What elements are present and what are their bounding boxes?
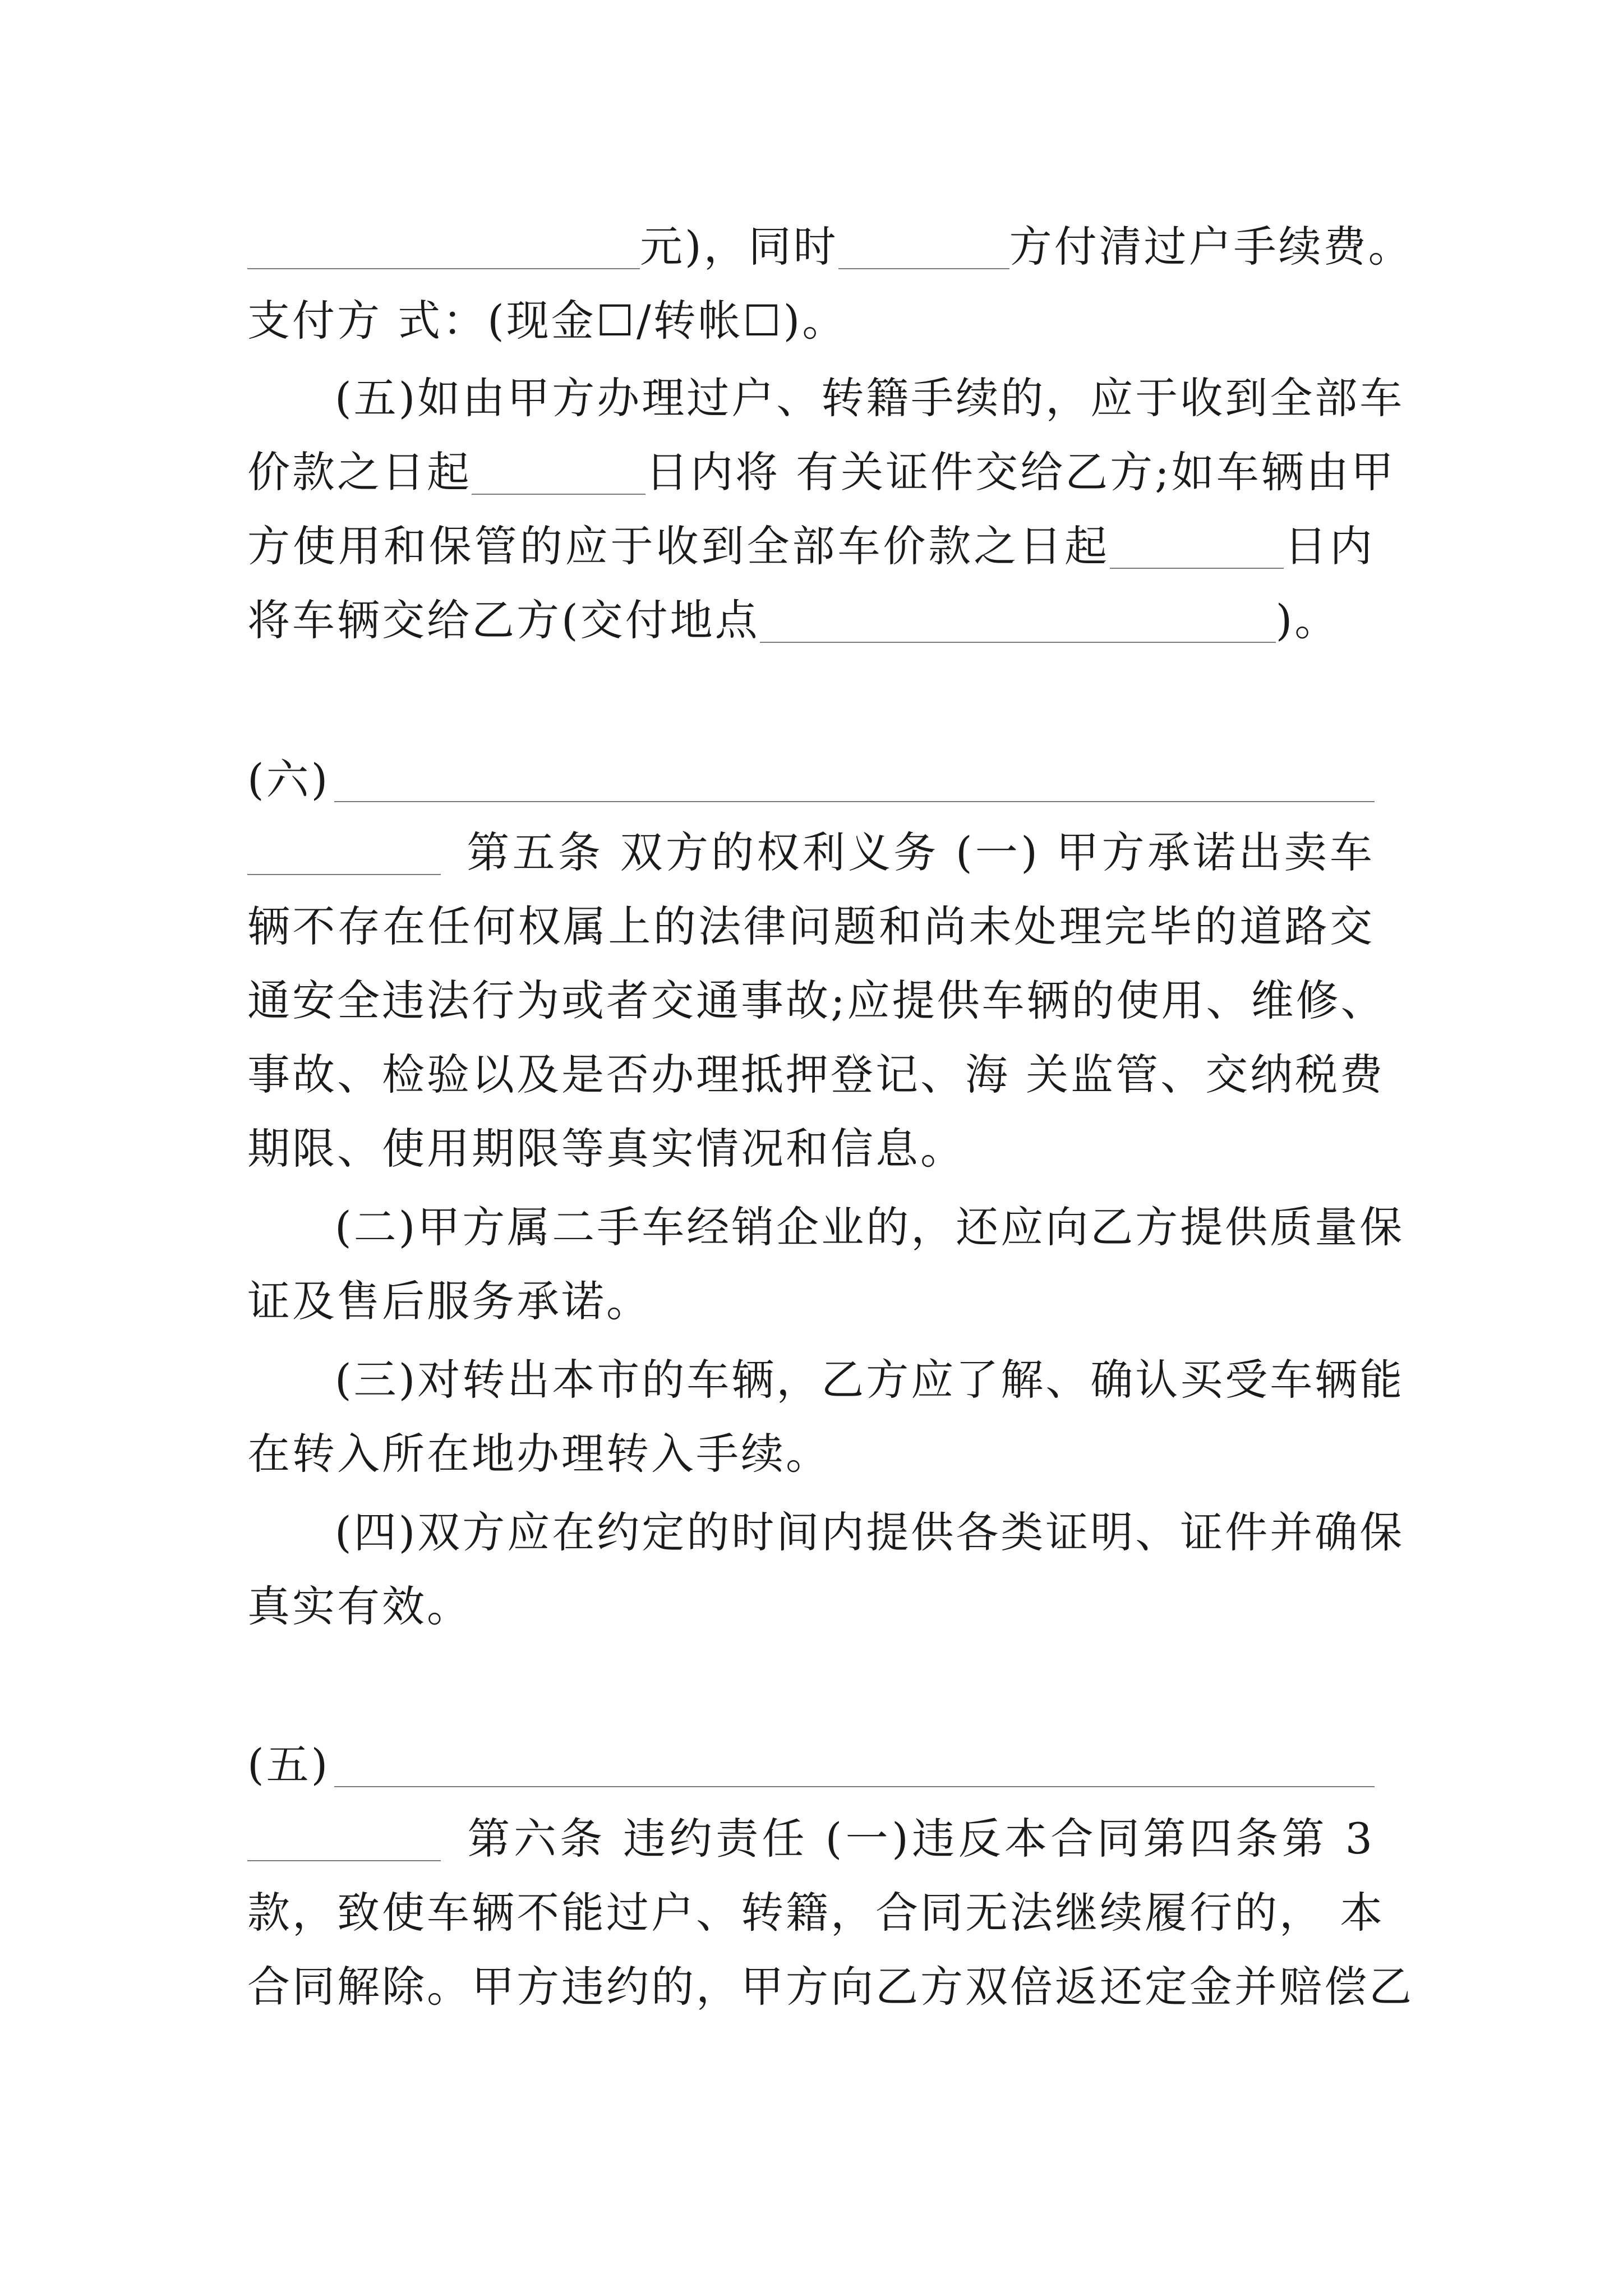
party-blank <box>838 227 1009 269</box>
delivery-text-2a: 价款之日起 <box>247 447 472 497</box>
article-6-text-1: 第六条 违约责任 (一)违反本合同第四条第 3 <box>466 1814 1375 1864</box>
delivery-text-3a: 方使用和保管的应于收到全部车价款之日起 <box>247 521 1110 571</box>
payment-text-a: 元)，同时 <box>640 222 838 272</box>
article-5-line-2: 辆不存在任何权属上的法律问题和尚未处理完毕的道路交 <box>247 901 1375 951</box>
article-5-text-1: 第五条 双方的权利义务 (一) 甲方承诺出卖车 <box>466 827 1375 877</box>
delivery-text-4a: 将车辆交给乙方(交付地点 <box>247 595 760 645</box>
delivery-line-2 <box>247 444 1396 500</box>
article-6-line-1 <box>247 1811 1375 1867</box>
delivery-text-4b: )。 <box>1275 595 1340 645</box>
article-6-line-3: 合同解除。甲方违约的，甲方向乙方双倍返还定金并赔偿乙 <box>247 1962 1414 2012</box>
article-5-lead-blank <box>247 833 441 875</box>
section-6-label: (六) <box>247 754 330 804</box>
delivery-line-1: (五)如由甲方办理过户、转籍手续的，应于收到全部车 <box>335 373 1405 423</box>
days-blank-2 <box>1110 527 1284 568</box>
payment-text-b: 方付清过户手续费。 <box>1009 222 1413 272</box>
delivery-place-blank <box>760 601 1276 642</box>
payment-line <box>247 219 1413 275</box>
article-5-item-2-line-2: 证及售后服务承诺。 <box>247 1276 651 1326</box>
article-5-item-4-line-2: 真实有效。 <box>247 1581 472 1631</box>
article-6-lead-blank <box>247 1819 441 1861</box>
article-6-line-2: 款，致使车辆不能过户、转籍，合同无法继续履行的， 本 <box>247 1888 1385 1938</box>
delivery-text-2b: 日内将 有关证件交给乙方;如车辆由甲 <box>645 447 1396 497</box>
section-5b-rule <box>334 1786 1375 1787</box>
days-blank-1 <box>472 453 645 494</box>
article-5-item-3-line-2: 在转入所在地办理转入手续。 <box>247 1429 831 1479</box>
article-5-line-5: 期限、使用期限等真实情况和信息。 <box>247 1124 965 1174</box>
article-5-line-3: 通安全违法行为或者交通事故;应提供车辆的使用、维修、 <box>247 976 1386 1025</box>
section-6-rule <box>334 801 1375 802</box>
section-5b-label: (五) <box>247 1740 330 1789</box>
article-5-item-2-line-1: (二)甲方属二手车经销企业的，还应向乙方提供质量保 <box>335 1202 1405 1252</box>
delivery-line-3 <box>247 518 1375 574</box>
payment-method-line: 支付方 式：(现金☐/转帐☐)。 <box>247 296 847 346</box>
article-5-item-4-line-1: (四)双方应在约定的时间内提供各类证明、证件并确保 <box>335 1507 1405 1557</box>
delivery-text-3b: 日内 <box>1284 521 1375 571</box>
article-5-line-1 <box>247 825 1375 881</box>
article-5-line-4: 事故、检验以及是否办理抵押登记、海 关监管、交纳税费 <box>247 1050 1385 1099</box>
article-5-item-3-line-1: (三)对转出本市的车辆，乙方应了解、确认买受车辆能 <box>335 1355 1405 1405</box>
delivery-line-4 <box>247 592 1375 648</box>
amount-blank <box>247 227 640 269</box>
